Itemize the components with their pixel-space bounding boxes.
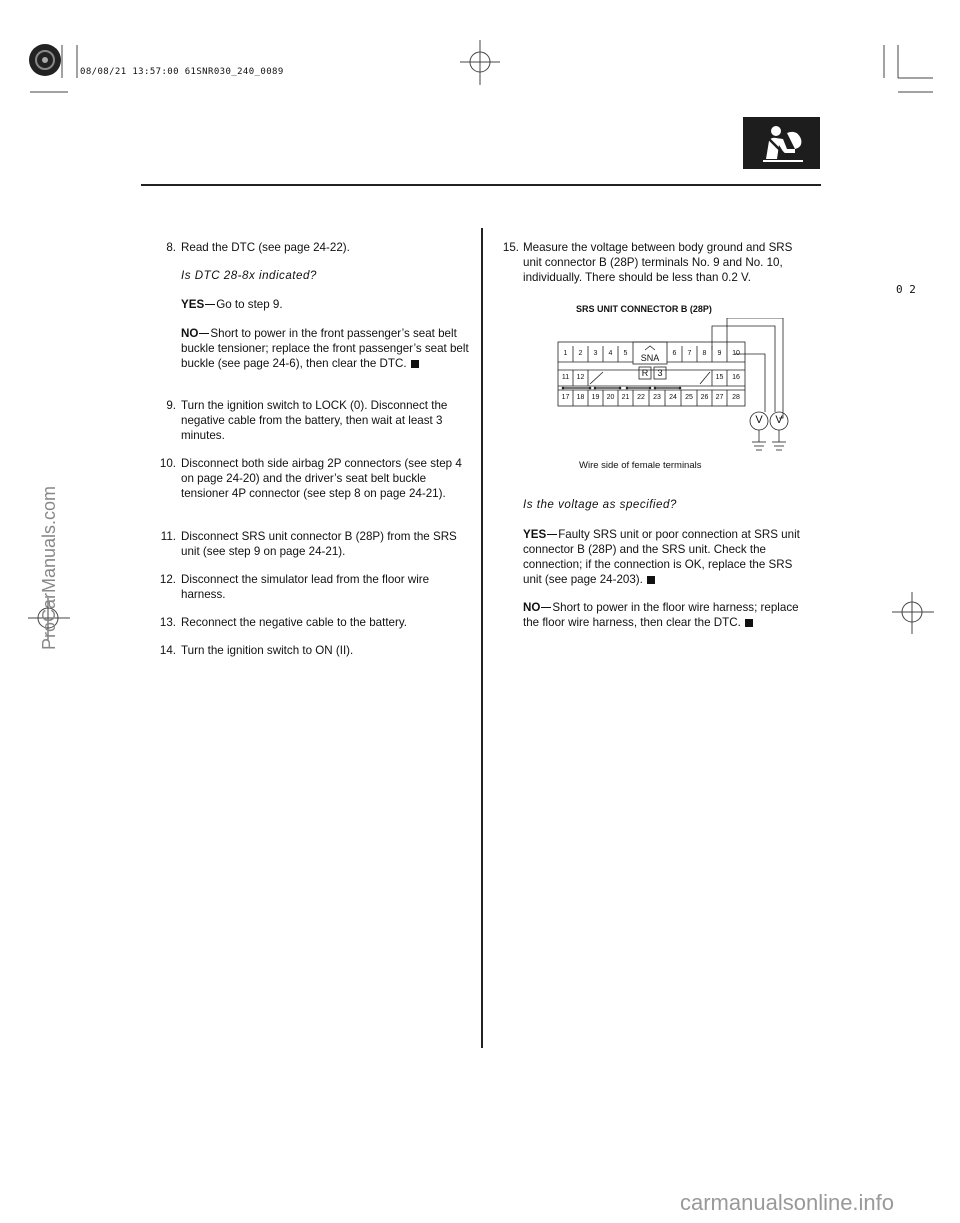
- no-label: NO: [181, 327, 199, 340]
- terminal-25: 25: [685, 394, 693, 401]
- step-number: 9.: [166, 399, 176, 412]
- step-number: 11.: [160, 530, 176, 543]
- step-9: [152, 398, 472, 443]
- terminal-22: 22: [637, 394, 645, 401]
- step-text: Disconnect the simulator lead from the floor wire harness.: [181, 573, 430, 601]
- diagram-caption: Wire side of female terminals: [579, 460, 702, 471]
- terminal-6: 6: [672, 350, 677, 357]
- step-text: Disconnect SRS unit connector B (28P) from the SRS unit (see step 9 on page 24-21).: [181, 530, 457, 558]
- yes-result-2: [523, 527, 813, 587]
- voltmeter-2: V: [775, 414, 783, 426]
- step-number: 12.: [159, 573, 176, 586]
- terminal-23: 23: [653, 394, 661, 401]
- step-10: [152, 456, 472, 501]
- yes-text: Faulty SRS unit or poor connection at SRS unit connector B (28P) and the SRS unit. Check the connection; if the connection is OK, replace the SRS unit (see page 24-203).: [523, 528, 800, 586]
- step-11: [152, 529, 472, 559]
- terminal-4: 4: [608, 350, 613, 357]
- terminal-19: 19: [591, 394, 600, 401]
- step-13: [152, 615, 472, 630]
- terminal-2: 2: [578, 350, 583, 357]
- end-mark: [647, 576, 655, 584]
- step-text: Measure the voltage between body ground and SRS unit connector B (28P) terminals No. 9 and No. 10, individually. There should be less than 0.2 V.: [523, 241, 793, 284]
- step-text: Disconnect both side airbag 2P connectors (see step 4 on page 24-20) and the driver’s seat belt buckle tensioner 4P connector (see step 8 on page 24-21).: [181, 457, 462, 500]
- terminal-5: 5: [623, 350, 628, 357]
- seat-belt-airbag-icon: [743, 117, 820, 169]
- end-mark: [411, 360, 419, 368]
- key-label: SNA: [640, 353, 660, 363]
- yes-label: YES: [181, 298, 205, 311]
- step-number: 14.: [159, 644, 176, 657]
- key-3: 3: [657, 368, 663, 378]
- terminal-10: 10: [732, 350, 740, 357]
- step-number: 15.: [502, 241, 519, 254]
- terminal-12: 12: [576, 374, 585, 381]
- step-14: [152, 643, 472, 658]
- terminal-27: 27: [715, 394, 724, 401]
- no-text: Short to power in the floor wire harness; replace the floor wire harness, then clear the DTC.: [523, 601, 799, 629]
- terminal-21: 21: [621, 394, 630, 401]
- end-mark: [745, 619, 753, 627]
- no-label: NO: [523, 601, 541, 614]
- connector-diagram: [555, 318, 795, 458]
- step-text: Read the DTC (see page 24-22).: [181, 241, 350, 254]
- column-divider: [481, 228, 483, 1048]
- terminal-20: 20: [606, 394, 615, 401]
- terminal-15: 15: [715, 374, 724, 381]
- header-rule: [141, 184, 821, 186]
- watermark-bottom: carmanualsonline.info: [680, 1190, 895, 1215]
- terminal-3: 3: [593, 350, 598, 357]
- step-number: 8.: [166, 241, 176, 254]
- no-text: Short to power in the front passenger’s seat belt buckle tensioner; replace the front passenger’s seat belt buckle (see page 24-6), then clear the DTC.: [181, 327, 469, 370]
- terminal-8: 8: [702, 350, 707, 357]
- step-12: [152, 572, 472, 602]
- step-15: [495, 240, 815, 285]
- print-timestamp: 08/08/21 13:57:00 61SNR030_240_0089: [80, 67, 284, 77]
- question-voltage: Is the voltage as specified?: [523, 498, 677, 511]
- yes-label: YES: [523, 528, 547, 541]
- terminal-7: 7: [687, 350, 692, 357]
- terminal-28: 28: [732, 394, 740, 401]
- diagram-title: SRS UNIT CONNECTOR B (28P): [576, 304, 712, 314]
- voltmeter-1: V: [755, 414, 763, 426]
- yes-result-1: [181, 297, 471, 312]
- terminal-26: 26: [700, 394, 709, 401]
- key-r: R: [641, 368, 649, 378]
- step-8: [152, 240, 472, 255]
- no-result-1: [181, 326, 471, 371]
- terminal-18: 18: [576, 394, 585, 401]
- terminal-16: 16: [732, 374, 740, 381]
- no-result-2: [523, 600, 813, 630]
- yes-text: Go to step 9.: [216, 298, 283, 311]
- terminal-11: 11: [561, 374, 570, 381]
- watermark-left: ProCarManuals.com: [39, 485, 59, 650]
- step-text: Turn the ignition switch to LOCK (0). Disconnect the negative cable from the battery, then wait at least 3 minutes.: [181, 399, 448, 442]
- terminal-9: 9: [717, 350, 722, 357]
- step-number: 10.: [159, 457, 176, 470]
- question-dtc: Is DTC 28-8x indicated?: [181, 269, 317, 282]
- step-text: Reconnect the negative cable to the battery.: [181, 616, 408, 629]
- step-number: 13.: [159, 616, 176, 629]
- terminal-24: 24: [669, 394, 677, 401]
- page-marker: 0 2: [896, 283, 916, 296]
- terminal-1: 1: [563, 350, 568, 357]
- terminal-17: 17: [561, 394, 570, 401]
- step-text: Turn the ignition switch to ON (II).: [181, 644, 354, 657]
